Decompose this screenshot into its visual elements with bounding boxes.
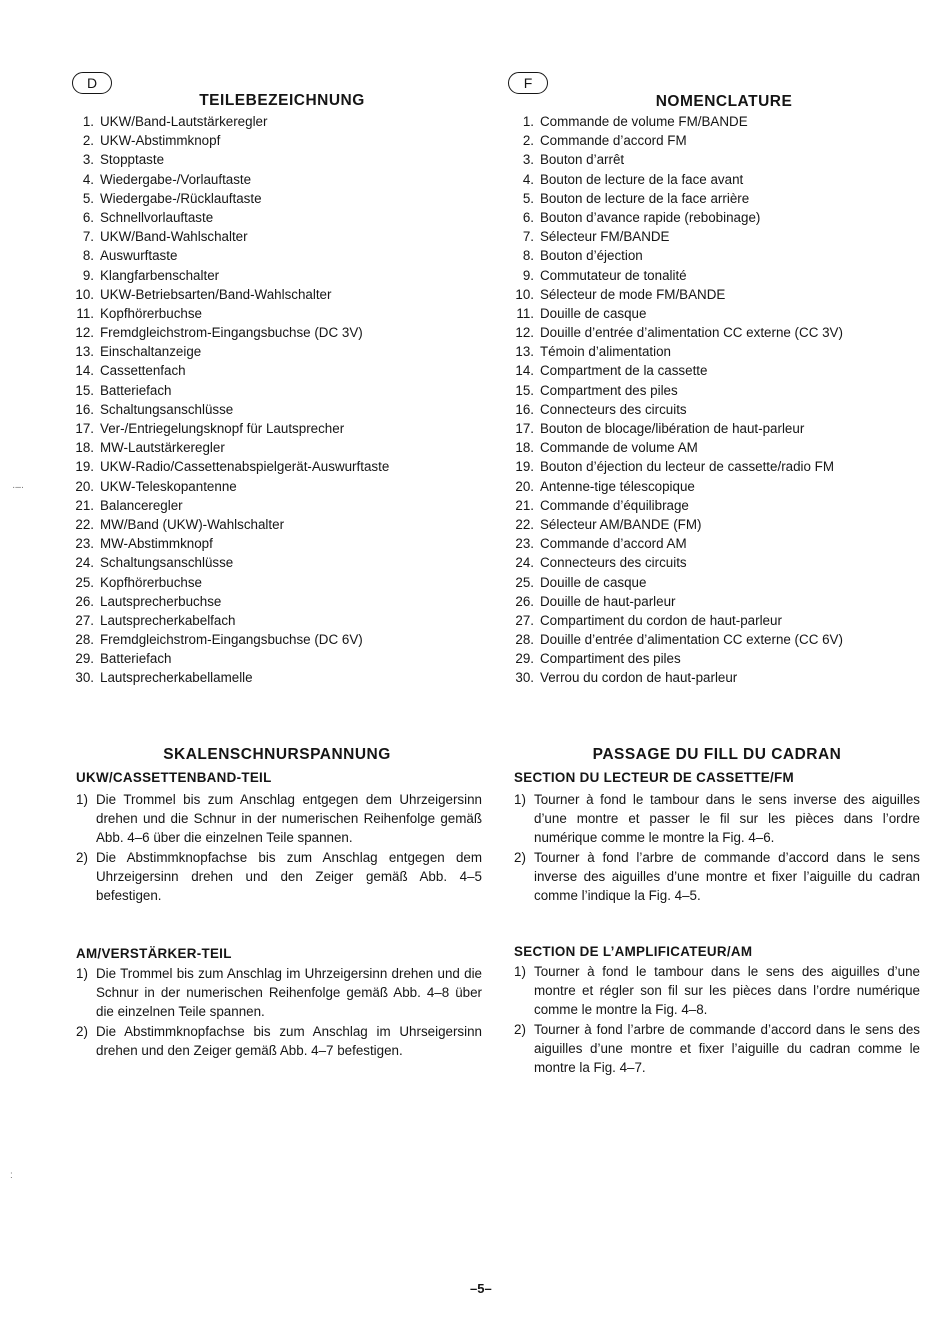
section-title-fr-2: SECTION DE L’AMPLIFICATEUR/AM — [514, 944, 753, 959]
step-number: 2) — [514, 1021, 526, 1037]
part-label: Einschaltanzeige — [100, 344, 202, 360]
part-label: Connecteurs des circuits — [540, 401, 687, 417]
part-label: Douille d’entrée d’alimentation CC externe (CC 6V) — [540, 632, 843, 648]
part-label: Schaltungsanschlüsse — [100, 555, 234, 571]
part-number: 19. — [515, 459, 534, 475]
step-number: 2) — [514, 849, 526, 865]
part-item — [72, 477, 389, 496]
step-item — [76, 1022, 482, 1060]
part-number: 19. — [75, 459, 94, 475]
part-label: Antenne-tige télescopique — [540, 478, 695, 494]
part-label: Commande de volume AM — [540, 440, 698, 456]
part-number: 6. — [82, 209, 94, 225]
part-number: 29. — [515, 651, 534, 667]
step-number: 1) — [514, 964, 526, 979]
part-number: 14. — [75, 363, 94, 379]
part-item — [512, 189, 843, 208]
part-item — [512, 668, 843, 687]
part-item — [72, 266, 389, 285]
part-label: Stopptaste — [100, 152, 165, 168]
part-label: Bouton d’arrêt — [540, 152, 625, 168]
steps-fr-2 — [514, 962, 920, 1077]
part-item — [72, 170, 389, 189]
part-label: Batteriefach — [100, 382, 172, 398]
part-item — [512, 592, 843, 611]
part-item — [512, 477, 843, 496]
step-number: 1) — [76, 792, 88, 807]
parts-list-de — [72, 112, 389, 688]
part-number: 29. — [75, 651, 94, 667]
part-number: 5. — [82, 190, 94, 206]
part-item — [512, 438, 843, 457]
part-number: 15. — [515, 382, 534, 398]
step-item — [76, 964, 482, 1022]
part-item — [72, 419, 389, 438]
language-badge-de: D — [72, 72, 112, 94]
part-item — [512, 611, 843, 630]
part-label: Bouton d’avance rapide (rebobinage) — [540, 209, 761, 225]
part-label: Fremdgleichstrom-Eingangsbuchse (DC 6V) — [100, 632, 363, 648]
section-title-de-2: AM/VERSTÄRKER-TEIL — [76, 946, 232, 961]
steps-de-1 — [76, 790, 482, 905]
part-label: Sélecteur de mode FM/BANDE — [540, 286, 726, 302]
part-label: MW-Lautstärkeregler — [100, 440, 225, 456]
part-number: 28. — [515, 632, 534, 648]
part-number: 17. — [75, 421, 94, 436]
part-item — [72, 246, 389, 265]
part-label: Schaltungsanschlüsse — [100, 401, 234, 417]
part-number: 11. — [76, 305, 94, 321]
part-number: 6. — [522, 209, 534, 225]
part-label: Klangfarbenschalter — [100, 267, 220, 283]
step-text: Die Trommel bis zum Anschlag entgegen dem Uhrzeigersinn drehen und die Schnur in der numerischen Reihenfolge gemäß Abb. 4–6 über die einzelnen Teile spannen. — [96, 792, 482, 846]
part-item — [72, 304, 389, 323]
part-label: Commande de volume FM/BANDE — [540, 114, 748, 129]
part-number: 12. — [75, 325, 94, 341]
part-number: 17. — [515, 421, 534, 436]
part-number: 28. — [75, 632, 94, 648]
part-item — [512, 400, 843, 419]
part-label: UKW-Radio/Cassettenabspielgerät-Auswurftaste — [100, 459, 390, 475]
step-item — [514, 1020, 920, 1078]
part-number: 3. — [522, 152, 534, 168]
scan-speck: ·–· — [12, 482, 25, 493]
parts-title-fr: NOMENCLATURE — [655, 93, 793, 110]
part-label: Bouton de lecture de la face avant — [540, 171, 744, 187]
part-item — [512, 150, 843, 169]
part-item — [512, 208, 843, 227]
part-number: 16. — [75, 401, 94, 417]
part-number: 9. — [82, 267, 94, 283]
part-item — [72, 361, 389, 380]
part-number: 23. — [515, 536, 534, 552]
step-item — [514, 848, 920, 906]
part-label: Fremdgleichstrom-Eingangsbuchse (DC 3V) — [100, 325, 363, 341]
dial-title-de: SKALENSCHNURSPANNUNG — [163, 746, 391, 763]
step-text: Die Abstimmknopfachse bis zum Anschlag entgegen dem Uhrzeigersinn drehen und den Zeiger gemäß Abb. 4–5 befestigen. — [96, 849, 482, 904]
part-number: 20. — [515, 478, 534, 494]
part-label: Connecteurs des circuits — [540, 555, 687, 571]
part-number: 22. — [75, 516, 94, 532]
part-label: Douille de haut-parleur — [540, 593, 676, 609]
part-item — [512, 496, 843, 515]
part-label: Bouton de lecture de la face arrière — [540, 190, 750, 206]
part-number: 24. — [75, 555, 94, 571]
part-number: 12. — [515, 325, 534, 341]
part-item — [512, 227, 843, 246]
part-item — [512, 170, 843, 189]
part-number: 18. — [75, 440, 94, 456]
part-item — [512, 112, 843, 131]
part-number: 5. — [522, 190, 534, 206]
part-number: 26. — [75, 593, 94, 609]
part-number: 8. — [82, 248, 94, 264]
part-label: Commande d’accord FM — [540, 133, 687, 149]
part-label: Batteriefach — [100, 651, 172, 667]
part-label: Bouton de blocage/libération de haut-parleur — [540, 421, 805, 436]
step-text: Tourner à fond le tambour dans le sens inverse des aiguilles d’une montre et passer le fil sur les pièces dans l’ordre numérique comme le montre la Fig. 4–6. — [534, 792, 920, 846]
part-label: Kopfhörerbuchse — [100, 574, 202, 590]
part-item — [512, 131, 843, 150]
part-item — [72, 592, 389, 611]
part-label: Douille de casque — [540, 305, 647, 321]
step-text: Tourner à fond l’arbre de commande d’accord dans le sens inverse des aiguilles d’une montre et fixer l’aiguille du cadran comme l’indique la Fig. 4–5. — [534, 849, 920, 904]
part-item — [512, 304, 843, 323]
step-text: Die Abstimmknopfachse bis zum Anschlag im Uhrseigersinn drehen und den Zeiger gemäß Abb. 4–7 befestigen. — [96, 1023, 482, 1058]
part-label: MW/Band (UKW)-Wahlschalter — [100, 516, 285, 532]
part-item — [72, 131, 389, 150]
part-item — [512, 649, 843, 668]
part-label: MW-Abstimmknopf — [100, 536, 213, 552]
part-number: 21. — [515, 497, 534, 513]
part-item — [72, 573, 389, 592]
step-number: 2) — [76, 849, 88, 865]
part-item — [512, 573, 843, 592]
part-item — [72, 208, 389, 227]
part-item — [72, 150, 389, 169]
part-number: 1. — [522, 114, 534, 129]
step-item — [514, 790, 920, 848]
part-label: Bouton d’éjection du lecteur de cassette/radio FM — [540, 459, 835, 475]
part-item — [512, 419, 843, 438]
part-number: 22. — [515, 516, 534, 532]
part-number: 4. — [82, 171, 94, 187]
part-number: 1. — [82, 114, 94, 129]
part-item — [72, 112, 389, 131]
part-label: Compartiment du cordon de haut-parleur — [540, 612, 782, 628]
steps-fr-1 — [514, 790, 920, 905]
part-item — [72, 630, 389, 649]
part-item — [72, 400, 389, 419]
part-item — [72, 285, 389, 304]
part-number: 8. — [522, 248, 534, 264]
part-number: 11. — [516, 305, 534, 321]
part-item — [72, 227, 389, 246]
part-label: Bouton d’éjection — [540, 248, 643, 264]
part-number: 23. — [75, 536, 94, 552]
part-item — [512, 246, 843, 265]
parts-title-de: TEILEBEZEICHNUNG — [199, 92, 365, 109]
step-text: Die Trommel bis zum Anschlag im Uhrzeigersinn drehen und die Schnur in der numerischen Reihenfolge gemäß Abb. 4–8 über die einzelnen Teile spannen. — [96, 966, 482, 1020]
part-number: 10. — [75, 286, 94, 302]
part-item — [72, 381, 389, 400]
part-item — [72, 496, 389, 515]
part-number: 2. — [82, 133, 94, 149]
part-item — [512, 381, 843, 400]
part-number: 25. — [515, 574, 534, 590]
part-item — [512, 534, 843, 553]
part-item — [72, 668, 389, 687]
part-item — [512, 266, 843, 285]
part-label: Lautsprecherkabelfach — [100, 612, 236, 628]
page-number: –5– — [470, 1281, 492, 1296]
part-number: 13. — [515, 344, 534, 360]
part-item — [72, 649, 389, 668]
part-number: 13. — [75, 344, 94, 360]
part-item — [512, 457, 843, 476]
part-item — [512, 342, 843, 361]
step-text: Tourner à fond l’arbre de commande d’accord dans le sens des aiguilles d’une montre et fixer l’aiguille du cadran comme le montre la Fig. 4–7. — [534, 1021, 920, 1076]
part-item — [72, 515, 389, 534]
part-number: 15. — [75, 382, 94, 398]
step-number: 1) — [514, 792, 526, 807]
part-number: 18. — [515, 440, 534, 456]
part-label: UKW-Betriebsarten/Band-Wahlschalter — [100, 286, 332, 302]
language-badge-fr: F — [508, 72, 548, 94]
part-label: Lautsprecherkabellamelle — [100, 670, 253, 686]
dial-title-fr: PASSAGE DU FILL DU CADRAN — [592, 746, 842, 763]
part-number: 4. — [522, 171, 534, 187]
part-number: 27. — [75, 612, 94, 628]
section-title-fr-1: SECTION DU LECTEUR DE CASSETTE/FM — [514, 770, 794, 785]
step-item — [76, 790, 482, 848]
steps-de-2 — [76, 964, 482, 1060]
part-item — [512, 630, 843, 649]
part-label: UKW-Teleskopantenne — [100, 478, 237, 494]
part-label: Douille de casque — [540, 574, 647, 590]
part-item — [512, 515, 843, 534]
part-label: Wiedergabe-/Vorlauftaste — [100, 171, 252, 187]
part-number: 14. — [515, 363, 534, 379]
part-label: Schnellvorlauftaste — [100, 209, 214, 225]
part-label: Témoin d’alimentation — [540, 344, 671, 360]
part-label: Auswurftaste — [100, 248, 178, 264]
part-number: 7. — [522, 229, 534, 245]
part-number: 16. — [515, 401, 534, 417]
part-number: 30. — [75, 670, 94, 686]
part-number: 25. — [75, 574, 94, 590]
part-number: 26. — [515, 593, 534, 609]
step-number: 1) — [76, 966, 88, 981]
part-label: Douille d’entrée d’alimentation CC externe (CC 3V) — [540, 325, 843, 341]
part-number: 24. — [515, 555, 534, 571]
part-item — [72, 457, 389, 476]
part-label: Cassettenfach — [100, 363, 186, 379]
part-label: Ver-/Entriegelungsknopf für Lautsprecher — [100, 421, 345, 436]
part-item — [512, 323, 843, 342]
part-item — [72, 438, 389, 457]
part-label: Compartiment des piles — [540, 651, 681, 667]
part-number: 7. — [82, 229, 94, 245]
part-item — [72, 189, 389, 208]
step-number: 2) — [76, 1023, 88, 1039]
part-item — [72, 342, 389, 361]
part-number: 27. — [515, 612, 534, 628]
part-label: Sélecteur AM/BANDE (FM) — [540, 516, 702, 532]
part-item — [72, 323, 389, 342]
part-label: UKW-Abstimmknopf — [100, 133, 221, 149]
step-item — [514, 962, 920, 1020]
part-label: UKW/Band-Lautstärkeregler — [100, 114, 268, 129]
part-item — [512, 553, 843, 572]
part-label: Sélecteur FM/BANDE — [540, 229, 670, 245]
part-label: UKW/Band-Wahlschalter — [100, 229, 248, 245]
part-label: Balanceregler — [100, 497, 183, 513]
part-label: Compartment des piles — [540, 382, 678, 398]
part-label: Commutateur de tonalité — [540, 267, 687, 283]
part-label: Wiedergabe-/Rücklauftaste — [100, 190, 262, 206]
part-number: 21. — [75, 497, 94, 513]
part-item — [72, 534, 389, 553]
part-number: 9. — [522, 267, 534, 283]
step-item — [76, 848, 482, 906]
part-number: 20. — [75, 478, 94, 494]
step-text: Tourner à fond le tambour dans le sens des aiguilles d’une montre et régler son fil sur les pièces dans l’ordre numérique comme le montre la Fig. 4–8. — [534, 964, 920, 1018]
part-item — [512, 285, 843, 304]
part-label: Lautsprecherbuchse — [100, 593, 222, 609]
part-label: Kopfhörerbuchse — [100, 305, 202, 321]
part-label: Commande d’équilibrage — [540, 497, 689, 513]
part-label: Commande d’accord AM — [540, 536, 687, 552]
scan-speck: : — [10, 1170, 13, 1181]
part-number: 3. — [82, 152, 94, 168]
part-item — [72, 611, 389, 630]
part-item — [512, 361, 843, 380]
parts-list-fr — [512, 112, 843, 688]
part-label: Compartment de la cassette — [540, 363, 708, 379]
part-number: 2. — [522, 133, 534, 149]
part-item — [72, 553, 389, 572]
part-number: 10. — [515, 286, 534, 302]
part-label: Verrou du cordon de haut-parleur — [540, 670, 738, 686]
section-title-de-1: UKW/CASSETTENBAND-TEIL — [76, 770, 272, 785]
part-number: 30. — [515, 670, 534, 686]
